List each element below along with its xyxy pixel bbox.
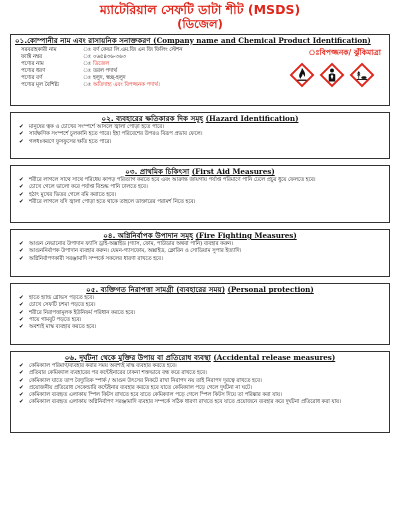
info-separator: ঃ [83, 53, 91, 60]
info-value: ০৬৫৪৩৬-৩৬৩ [93, 53, 126, 60]
flame-icon [289, 62, 315, 88]
info-row [21, 75, 182, 82]
info-separator: ঃ [83, 67, 91, 74]
section-company-identification [10, 34, 390, 106]
info-separator: ঃ [83, 81, 91, 88]
info-value: অতিদাহ্য এবং বিপজ্জনক পদার্থ। [93, 81, 160, 88]
first-aid-list [11, 177, 389, 206]
section-6-heading-bn: ০৬. দুর্ঘটনা থেকে মুক্তির উপায় বা প্রতিরোধ ব্যবস্থা [64, 353, 211, 362]
section-5-heading-bn: ০৫. ব্যক্তিগত নিরাপত্তা সামগ্রী (ব্যবহারের সময়) [86, 285, 226, 294]
section-4-heading [11, 230, 389, 240]
section-5-heading-en: (Personal protection) [227, 285, 314, 294]
section-hazard-identification [10, 112, 390, 159]
section-6-heading [11, 352, 389, 362]
product-info-table [21, 47, 182, 88]
personal-protection-list [11, 295, 389, 331]
info-label: পণ্যের মূল বৈশিষ্ট্য [21, 81, 60, 88]
list-item: ✔ অগ্নিনির্বাপণকারী সরঞ্জামাদি সম্পর্কে সকলের ধারণা রাখতে হবে। [19, 256, 383, 263]
section-2-heading [11, 113, 389, 123]
section-1-heading-en: (Company name and Chemical Product Identification) [153, 36, 371, 45]
info-separator: ঃ [83, 60, 91, 67]
info-label: পণ্যের ধরণ [21, 67, 46, 74]
list-item: ✔ প্রয়োজনীয় প্রতিরোধ সেকেন্ডারি কন্টেইনার ব্যবহার করতে হবে যাতে কেমিক্যাল পড়ে গেলে দুর্ঘটনা না ঘটে। [19, 385, 383, 392]
info-row [21, 61, 182, 68]
list-item: ✔ চোখে গেলে ভালো করে পর্যাপ্ত বিশুদ্ধ পানি ঢালতে হবে। [19, 184, 383, 191]
list-item: ✔ প্রতিবার কেমিক্যাল ব্যবহারের পর কন্টেইনারের ঢাকনা শক্তভাবে বন্ধ করে রাখতে হবে। [19, 370, 383, 377]
info-value: ডিজেল [93, 60, 110, 67]
list-item: ✔ কেমিক্যাল ব্যবহৃত এলাকায় অগ্নিনির্বাপণ সরঞ্জামাদি ব্যবহার সম্পর্কে সঠিক ধারণা রাখতে হবে যাতে প্রয়োজনে ব্যবহার করে দুর্ঘটনা প্রতিরোধ করা যায়। [19, 399, 383, 406]
document-title: ম্যাটেরিয়াল সেফটি ডাটা শীট (MSDS) [99, 2, 301, 17]
ghs-pictograms [289, 62, 375, 88]
list-item: ✔ কেমিক্যাল ব্যবহৃত এলাকায় স্পিল কিটস রাখতে হবে যাতে কেমিক্যাল পড়ে গেলে স্পিল কিটস দিয়ে তা পরিষ্কার করা যায়। [19, 392, 383, 399]
list-item: ✔ আগুন নেভানোর উপাদান ফ্যাসি ড্রাই-অক্সাইড (গ্যাস, ফোম, পাউডার অথবা পানি) ব্যবহার করুন। [19, 241, 383, 248]
section-2-heading-en: (Hazard Identification) [205, 114, 299, 123]
list-item: ✔ মানুষের ত্বক ও চোখের সংস্পর্শে আসলে জ্বালা পোড়া হতে পারে। [19, 124, 383, 131]
section-2-heading-bn: ০২. ব্যবহারের ক্ষতিকারক দিক সমূহ [101, 114, 204, 123]
list-item: ✔ হাতে হ্যান্ড গ্লোভস পড়তে হবে। [19, 295, 383, 302]
section-accidental-release [10, 351, 390, 433]
info-separator: ঃ [83, 74, 91, 81]
info-value: তরল পদার্থ [93, 67, 117, 74]
info-row [21, 47, 182, 54]
info-row [21, 68, 182, 75]
info-label: পণ্যের বর্ণ [21, 74, 43, 81]
accidental-release-list [11, 363, 389, 407]
list-item: ✔ পায়ে গামবুট পড়তে হবে। [19, 317, 383, 324]
health-hazard-icon [319, 62, 345, 88]
section-fire-fighting [10, 229, 390, 277]
list-item: ✔ অবশ্যই মাস্ক ব্যবহার করতে হবে। [19, 324, 383, 331]
list-item: ✔ চোখে সেফটি চশমা পড়তে হবে। [19, 302, 383, 309]
info-separator: ঃ [83, 47, 91, 53]
section-4-heading-bn: ০৪. অগ্নিনির্বাপক উপাদান সমূহ [103, 231, 193, 240]
info-row [21, 82, 182, 89]
info-label: ফ্যাক্ট নম্বর [21, 53, 43, 60]
environment-hazard-icon [349, 62, 375, 88]
document-subtitle: (ডিজেল) [177, 17, 223, 31]
section-1-heading [11, 35, 389, 45]
hazard-label: ঃবিপজ্জনক/ ঝুঁকিমাত্রা [308, 48, 381, 57]
list-item: ✔ কেমিক্যাল পরিমাণ/ব্যবহার করার সময় অবশ্যই মাস্ক ব্যবহার করতে হবে। [19, 363, 383, 370]
list-item: ✔ আগুননির্বাপক উপাদান ব্যবহার করুন। যেমন-গ্যাসফোম, অক্সাইড, ক্লোরিন ও সোডিয়াম সুপার ইত্যাদি। [19, 248, 383, 255]
list-item: ✔ গলধঃকরণে ফুসফুসের ক্ষতি হতে পারে। [19, 139, 383, 146]
section-first-aid [10, 165, 390, 223]
list-item: ✔ শরীরে লাগলে সাথে সাথে পরিধেয় কাপড় পরিত্যাগ করতে হবে এবং আক্রান্ত জায়গায় পর্যাপ্ত পরিমাণে পানি ঢেলে প্রচুর ধুয়ে ফেলতে হবে। [19, 177, 383, 184]
info-row [21, 54, 182, 61]
list-item: ✔ শরীরে লাগলে যদি জ্বালা পোড়া হতে থাকে তাহলে ডাক্তারের পরামর্শ নিতে হবে। [19, 199, 383, 206]
hazard-list [11, 124, 389, 146]
section-3-heading-en: (First Aid Measures) [191, 167, 275, 176]
info-label: সরবরাহকারী নাম [21, 47, 57, 53]
list-item: ✔ কেমিক্যাল যাতে তাপ বৈদ্যুতিক স্পার্ক / আগুন উৎসের নিকটে রাখা নিরাপদ নয় তাই নিরাপদ দূরত্বে রাখতে হবে। [19, 378, 383, 385]
section-1-heading-bn: ০১.কোম্পানীর নাম এবং রাসায়নিক সনাক্তকরণ [15, 36, 151, 45]
fire-fighting-list [11, 241, 389, 263]
section-4-heading-en: (Fire Fighting Measures) [195, 231, 297, 240]
section-3-heading [11, 166, 389, 176]
list-item: ✔ সার্বক্ষণিক সংস্পর্শে চুলকানি হতে পারে। ইহা পরিবেশের উপরও বিরূপ প্রভাব ফেলে। [19, 131, 383, 138]
section-5-heading [11, 284, 389, 294]
list-item: ✔ শরীরে নিরাপত্তামূলক ইউনিফর্ম পরিধান করতে হবে। [19, 310, 383, 317]
info-value: হলুদ, স্বচ্ছ-হলুদ [93, 74, 126, 81]
info-label: পণ্যের নাম [21, 60, 44, 67]
section-3-heading-bn: ০৩. প্রাথমিক চিকিৎসা [125, 167, 190, 176]
section-personal-protection [10, 283, 390, 345]
list-item: ✔ হঠাৎ মুখের ভিতর গেলে বমি করাতে হবে। [19, 192, 383, 199]
section-6-heading-en: (Accidental release measures) [213, 353, 336, 362]
info-value: বর্ণ কেভা লি.এম.জি এন জি ফিলিং স্টেশন [93, 47, 183, 53]
